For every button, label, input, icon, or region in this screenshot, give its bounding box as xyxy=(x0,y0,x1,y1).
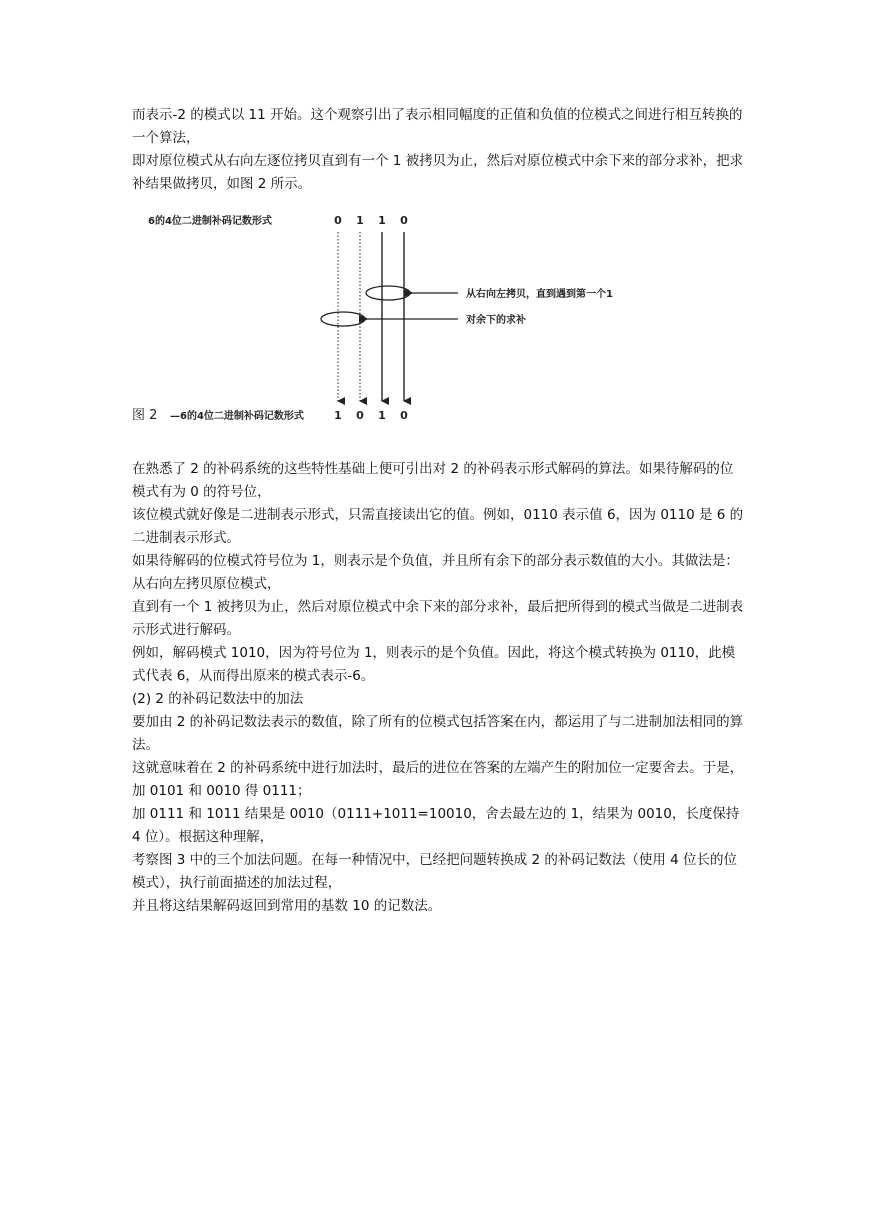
paragraph-12: 并且将这结果解码返回到常用的基数 10 的记数法。 xyxy=(132,898,442,914)
figure-top-bit-1: 0 xyxy=(334,214,342,227)
figure-caption-label: —6的4位二进制补码记数形式 xyxy=(170,411,304,422)
paragraph-1: 而表示-2 的模式以 11 开始。这个观察引出了表示相同幅度的正值和负值的位模式之间进行相互转换的一个算法， xyxy=(132,107,743,146)
paragraph-10: 加 0111 和 1011 结果是 0010（0111+1011=10010，舍去最左边的 1，结果为 0010，长度保持 4 位）。根据这种理解， xyxy=(132,806,740,845)
figure-bottom-bit-1: 1 xyxy=(334,409,342,422)
paragraph-4: 该位模式就好像是二进制表示形式，只需直接读出它的值。例如，0110 表示值 6，因为 0110 是 6 的二进制表示形式。 xyxy=(132,507,744,546)
paragraph-11: 考察图 3 中的三个加法问题。在每一种情况中，已经把问题转换成 2 的补码记数法（使用 4 位长的位模式），执行前面描述的加法过程， xyxy=(132,852,738,891)
paragraph-6: 直到有一个 1 被拷贝为止，然后对原位模式中余下来的部分求补，最后把所得到的模式当做是二进制表示形式进行解码。 xyxy=(132,599,744,638)
annotation-complement: 对余下的求补 xyxy=(466,315,526,326)
figure-2-diagram xyxy=(132,206,732,428)
paragraph-5: 如果待解码的位模式符号位为 1，则表示是个负值，并且所有余下的部分表示数值的大小。其做法是：从右向左拷贝原位模式， xyxy=(132,553,739,592)
annotation-copy: 从右向左拷贝，直到遇到第一个1 xyxy=(466,289,613,300)
figure-caption-prefix: 图 2 xyxy=(132,408,158,423)
figure-top-bit-2: 1 xyxy=(356,214,364,227)
figure-top-bit-3: 1 xyxy=(378,214,386,227)
figure-2 xyxy=(132,206,732,428)
section-heading: (2) 2 的补码记数法中的加法 xyxy=(132,691,304,707)
figure-top-bit-4: 0 xyxy=(400,214,408,227)
paragraph-7: 例如，解码模式 1010，因为符号位为 1，则表示的是个负值。因此，将这个模式转换为 0110，此模式代表 6，从而得出原来的模式表示-6。 xyxy=(132,645,736,684)
paragraph-8: 要加由 2 的补码记数法表示的数值，除了所有的位模式包括答案在内，都运用了与二进制加法相同的算法。 xyxy=(132,714,744,753)
figure-bottom-bit-3: 1 xyxy=(378,409,386,422)
paragraph-9: 这就意味着在 2 的补码系统中进行加法时，最后的进位在答案的左端产生的附加位一定要舍去。于是，加 0101 和 0010 得 0111； xyxy=(132,760,744,799)
complement-ellipse xyxy=(321,312,365,326)
figure-top-label: 6的4位二进制补码记数形式 xyxy=(148,216,272,227)
paragraph-3: 在熟悉了 2 的补码系统的这些特性基础上便可引出对 2 的补码表示形式解码的算法。如果待解码的位模式有为 0 的符号位， xyxy=(132,461,734,500)
paragraph-2: 即对原位模式从右向左逐位拷贝直到有一个 1 被拷贝为止，然后对原位模式中余下来的部分求补，把求补结果做拷贝，如图 2 所示。 xyxy=(132,153,744,192)
figure-bottom-bit-2: 0 xyxy=(356,409,364,422)
figure-bottom-bit-4: 0 xyxy=(400,409,408,422)
